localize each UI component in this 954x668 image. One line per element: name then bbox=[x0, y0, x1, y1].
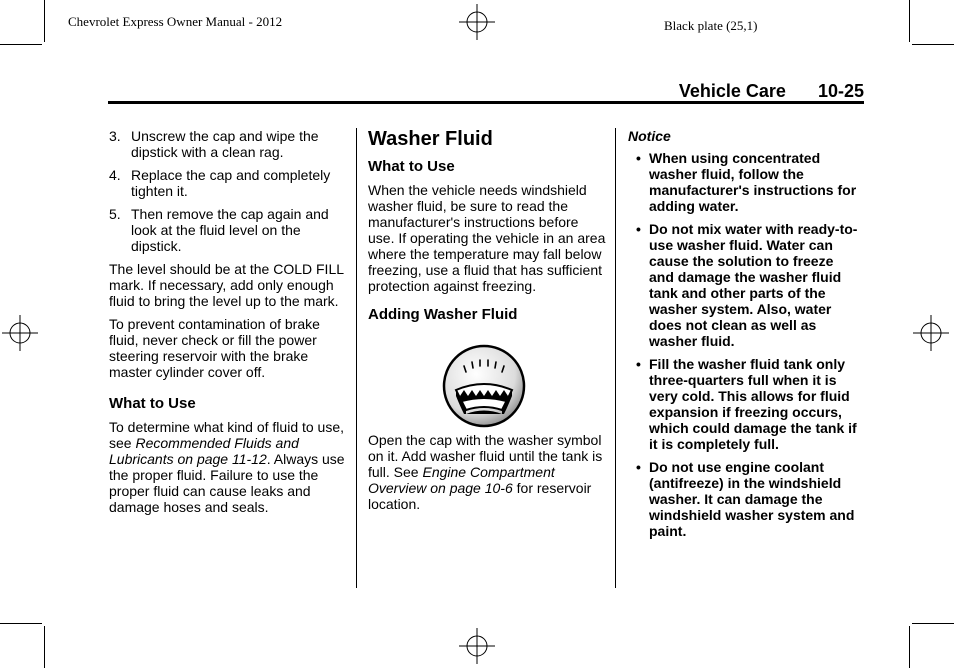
bullet-text: When using concentrated washer fluid, follow the manufacturer's instructions for adding water. bbox=[649, 150, 857, 214]
paragraph-text: for reservoir location. bbox=[368, 480, 592, 512]
subheading: Adding Washer Fluid bbox=[368, 306, 518, 323]
subheading: What to Use bbox=[368, 158, 455, 175]
paragraph bbox=[368, 432, 606, 512]
step-number: 5. bbox=[109, 206, 121, 222]
registration-mark-icon bbox=[2, 315, 38, 351]
crop-mark bbox=[0, 44, 42, 45]
section-title bbox=[679, 81, 864, 102]
cross-reference-link[interactable]: Engine Compartment Overview on page 10-6 bbox=[368, 464, 555, 496]
step-text: Replace the cap and completely tighten it. bbox=[131, 167, 331, 199]
page-number: 10-25 bbox=[817, 81, 864, 101]
registration-mark-icon bbox=[913, 315, 949, 351]
bullet-icon: • bbox=[636, 150, 641, 166]
notice-bullet bbox=[628, 221, 860, 349]
crop-mark bbox=[0, 623, 42, 624]
column-1 bbox=[109, 128, 347, 522]
crop-mark bbox=[912, 44, 954, 45]
crop-mark bbox=[912, 623, 954, 624]
bullet-icon: • bbox=[636, 221, 641, 237]
paragraph-text: . Always use the proper fluid. Failure to use the proper fluid can cause leaks and damage hoses and seals. bbox=[109, 451, 345, 515]
step-item bbox=[109, 128, 347, 160]
paragraph: When the vehicle needs windshield washer fluid, be sure to read the manufacturer's instructions before use. If operating the vehicle in an area where the temperature may fall below freezing, use a fluid that has sufficient protection against freezing. bbox=[368, 182, 606, 294]
book-title: Chevrolet Express Owner Manual - 2012 bbox=[68, 14, 283, 29]
step-text: Then remove the cap again and look at the fluid level on the dipstick. bbox=[131, 206, 329, 254]
paragraph-text: To determine what kind of fluid to use, see bbox=[109, 419, 345, 451]
paragraph-text: Open the cap with the washer symbol on it. Add washer fluid until the tank is full. See bbox=[368, 432, 603, 480]
section-name: Vehicle Care bbox=[678, 81, 786, 101]
column-divider bbox=[615, 128, 616, 588]
step-number: 4. bbox=[109, 167, 121, 183]
paragraph: The level should be at the COLD FILL mark. If necessary, add only enough fluid to bring the level up to the mark. bbox=[109, 261, 344, 309]
notice-bullet bbox=[628, 459, 860, 539]
column-divider bbox=[356, 128, 357, 588]
washer-symbol bbox=[368, 330, 606, 426]
crop-mark bbox=[44, 0, 45, 42]
paragraph bbox=[109, 419, 347, 515]
column-3 bbox=[628, 128, 860, 546]
step-item bbox=[109, 206, 347, 254]
crop-mark bbox=[909, 626, 910, 668]
step-number: 3. bbox=[109, 128, 121, 144]
notice-bullet bbox=[628, 150, 860, 214]
header-rule bbox=[108, 101, 864, 104]
bullet-text: Do not mix water with ready-to-use washer fluid. Water can cause the solution to freeze and damage the washer fluid tank and other parts of the washer system. Also, water does not clean as well as washer fluid. bbox=[649, 221, 858, 349]
subheading: What to Use bbox=[109, 395, 196, 412]
article-title: Washer Fluid bbox=[368, 128, 493, 150]
notice-label: Notice bbox=[628, 128, 671, 144]
notice-bullet bbox=[628, 356, 860, 452]
column-2 bbox=[368, 128, 606, 519]
crop-mark bbox=[44, 626, 45, 668]
cross-reference-link[interactable]: Recommended Fluids and Lubricants on page 11-12 bbox=[109, 435, 299, 467]
registration-mark-icon bbox=[459, 4, 495, 40]
bullet-text: Do not use engine coolant (antifreeze) in the windshield washer. It can damage the windshield washer system and paint. bbox=[649, 459, 855, 539]
crop-mark bbox=[909, 0, 910, 42]
paragraph: To prevent contamination of brake fluid, never check or fill the power steering reservoir with the brake master cylinder cover off. bbox=[109, 316, 320, 380]
registration-mark-icon bbox=[459, 628, 495, 664]
step-text: Unscrew the cap and wipe the dipstick with a clean rag. bbox=[131, 128, 319, 160]
bullet-text: Fill the washer fluid tank only three-quarters full when it is very cold. This allows for fluid expansion if freezing occurs, which could damage the tank if it is completely full. bbox=[649, 356, 857, 452]
bullet-icon: • bbox=[636, 356, 641, 372]
plate-label: Black plate (25,1) bbox=[664, 18, 758, 33]
windshield-washer-icon bbox=[442, 344, 526, 428]
bullet-icon: • bbox=[636, 459, 641, 475]
step-item bbox=[109, 167, 347, 199]
